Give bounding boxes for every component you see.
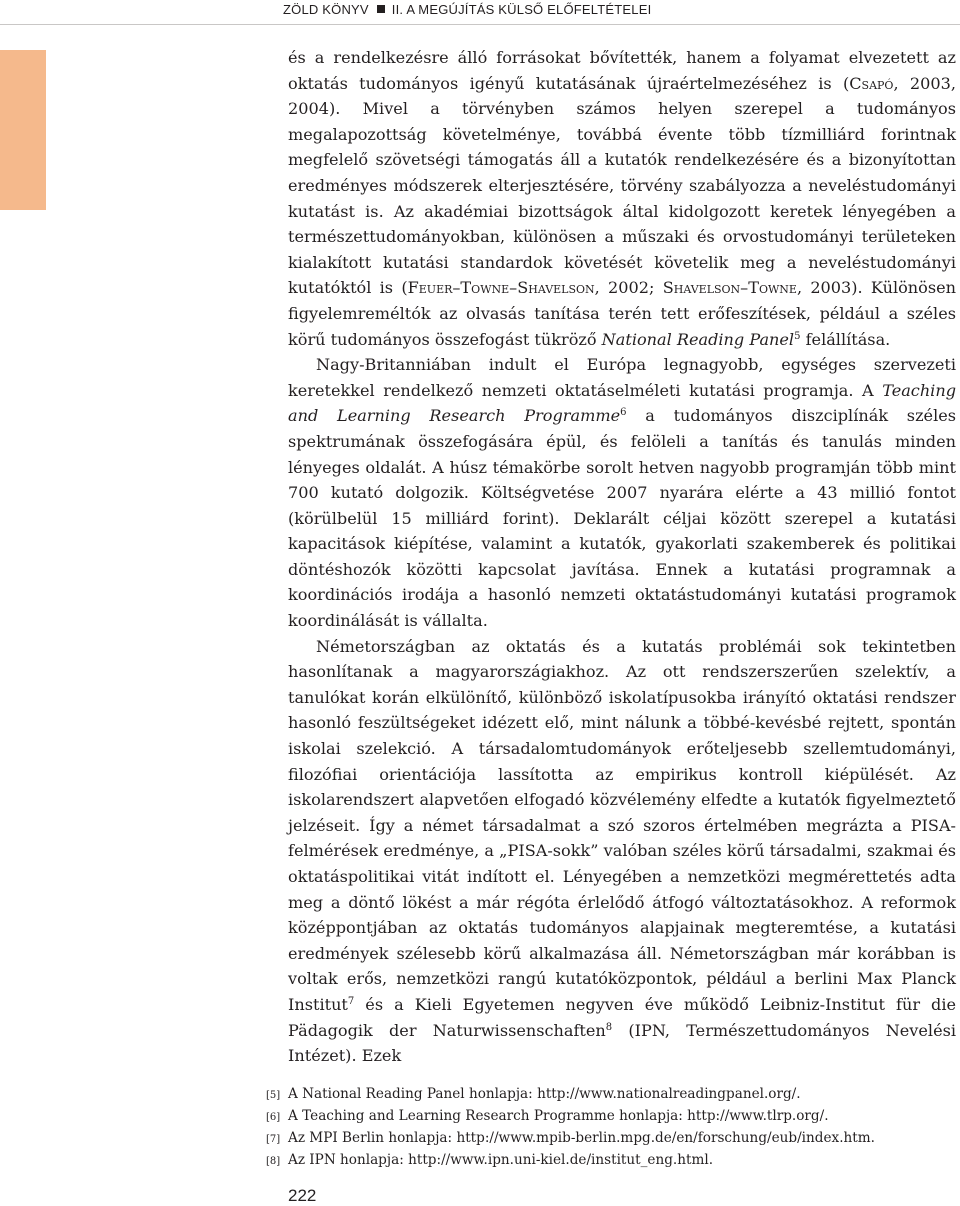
citation: Feuer–Towne–Shavelson (407, 278, 595, 298)
running-header (283, 2, 651, 17)
footnote-body (288, 1106, 829, 1128)
paragraph-2 (288, 352, 956, 634)
page-number: 222 (288, 1186, 317, 1205)
italic-title: National Reading Panel (601, 329, 795, 349)
header-square-bullet (377, 5, 385, 13)
footnote-ref[interactable]: 5 (794, 330, 801, 342)
footnote-body (288, 1084, 801, 1106)
citation: Csapó (849, 73, 894, 93)
text-run: a tudományos diszciplínák széles spektrumának összefogására épül, és felöleli a tanítás és tanulás minden lényeges oldalát. A húsz témakörbe sorolt hetven nagyobb programján több mint 700 kutató dolgozik. Költségvetése 2007 nyarára elérte a 43 millió fontot (körülbelül 15 milliárd forint). Deklarált céljai között szerepel a kutatási kapacitások kiépítése, valamint a kutatók, gyakorlati szakemberek és politikai döntéshozók közötti kapcsolat javítása. Ennek a kutatási programnak a koordinációs irodája a hasonló nemzeti oktatástudományi kutatási programok koordinálását is vállalta. (288, 406, 957, 631)
text-run: és a Kieli Egyetemen negyven éve működő Leibniz-Institut für die Pädagogik der Naturwissenschaften (288, 994, 956, 1040)
footnote-body (288, 1128, 875, 1150)
footnote-end: . (824, 1108, 829, 1124)
text-run: , 2003, 2004). Mivel a törvényben számos helyen szerepel a tudományos megalapozottság követelménye, továbbá évente több tízmilliárd forintnak megfelelő szövetségi támogatás áll a kutatók rendelkezésére és a bizonyítottan eredményes módszerek elterjesztésére, törvény szabályozza a neveléstudományi kutatást is. Az akadémiai bizottságok által kidolgozott keretek lényegében a természettudományokban, különösen a műszaki és orvostudományi területeken kialakított kutatási standardok követését követelik meg a neveléstudományi kutatóktól is ( (288, 73, 956, 298)
footnote-text: A Teaching and Learning Research Programme honlapja: (288, 1108, 688, 1124)
text-run: felállítása. (800, 329, 891, 349)
footnote-text: Az MPI Berlin honlapja: (288, 1130, 457, 1146)
text-run: Nagy-Britanniában indult el Európa legnagyobb, egységes szervezeti keretekkel rendelkező nemzeti oktatáselméleti kutatási programja. A (288, 355, 956, 400)
footnote-ref[interactable]: 6 (620, 407, 627, 419)
footnote-text: A National Reading Panel honlapja: (288, 1086, 538, 1102)
footnote-number: [8] (266, 1156, 281, 1167)
paragraph-1 (288, 45, 956, 352)
footnote-7 (266, 1128, 956, 1150)
footnote-5 (266, 1084, 956, 1106)
side-color-tab (0, 50, 46, 210)
footnotes (266, 1084, 956, 1172)
text-run: és a rendelkezésre álló forrásokat bővítették, hanem a folyamat elvezetett az oktatás tudományos igényű kutatásának újraértelmezéséhez is ( (288, 48, 956, 93)
footnote-ref[interactable]: 7 (347, 995, 355, 1007)
footnote-body (288, 1150, 713, 1172)
footnote-number: [5] (266, 1090, 281, 1101)
paragraph-3 (288, 634, 956, 1069)
footnote-6 (266, 1106, 956, 1128)
italic-title: Teaching and Learning Research Programme (288, 380, 956, 426)
footnote-link[interactable]: http://www.mpib-berlin.mpg.de/en/forschung/eub/index.htm (456, 1130, 871, 1146)
header-book-title: ZÖLD KÖNYV (283, 2, 369, 17)
footnote-number: [7] (266, 1134, 281, 1145)
footnote-end: . (870, 1130, 875, 1146)
footnote-link[interactable]: http://www.ipn.uni-kiel.de/institut_eng.html (408, 1152, 709, 1168)
footnote-link[interactable]: http://www.nationalreadingpanel.org/ (537, 1086, 797, 1102)
main-text (288, 45, 956, 1069)
footnote-8 (266, 1150, 956, 1172)
text-run: , 2002; (594, 278, 663, 298)
text-run: (IPN, Természettudományos Nevelési Intézet). Ezek (288, 1020, 956, 1066)
footnote-text: Az IPN honlapja: (288, 1152, 409, 1168)
citation: Shavelson–Towne (662, 278, 797, 298)
footnote-link[interactable]: http://www.tlrp.org/ (687, 1108, 825, 1124)
footnote-number: [6] (266, 1112, 281, 1123)
footnote-ref[interactable]: 8 (605, 1021, 613, 1033)
footnote-end: . (708, 1152, 714, 1168)
footnote-end: . (796, 1086, 801, 1102)
header-divider (0, 24, 960, 25)
text-run: , 2003). Különösen figyelemreméltók az olvasás tanítása terén tett erőfeszítések, például a széles körű tudományos összefogást tükröző (288, 278, 957, 349)
header-chapter-title: II. A MEGÚJÍTÁS KÜLSŐ ELŐFELTÉTELEI (391, 2, 652, 17)
text-run: Németországban az oktatás és a kutatás problémái sok tekintetben hasonlítanak a magyarországiakhoz. Az ott rendszerszerűen szelektív, a tanulókat korán elkülönítő, különböző iskolatípusokba irányító oktatási rendszer hasonló feszültségeket idézett elő, mint nálunk a többé-kevésbé rejtett, spontán iskolai szelekció. A társadalomtudományok erőteljesebb szellemtudományi, filozófiai orientációja lassította az empirikus kontroll kiépülését. Az iskolarendszert alapvetően elfogadó közvélemény elfedte a kutatók figyelmeztető jelzéseit. Így a német társadalmat a szó szoros értelmében megrázta a PISA-felmérések eredménye, a „PISA-sokk” valóban széles körű társadalmi, szakmai és oktatáspolitikai vitát indított el. Lényegében a nemzetközi megmérettetés adta meg a döntő lökést a már régóta érlelődő átfogó változtatásokhoz. A reformok középpontjában az oktatás tudományos alapjainak megteremtése, a kutatási eredmények szélesebb körű alkalmazása áll. Németországban már korábban is voltak erős, nemzetközi rangú kutatóközpontok, például a berlini Max Planck Institut (288, 636, 956, 1014)
